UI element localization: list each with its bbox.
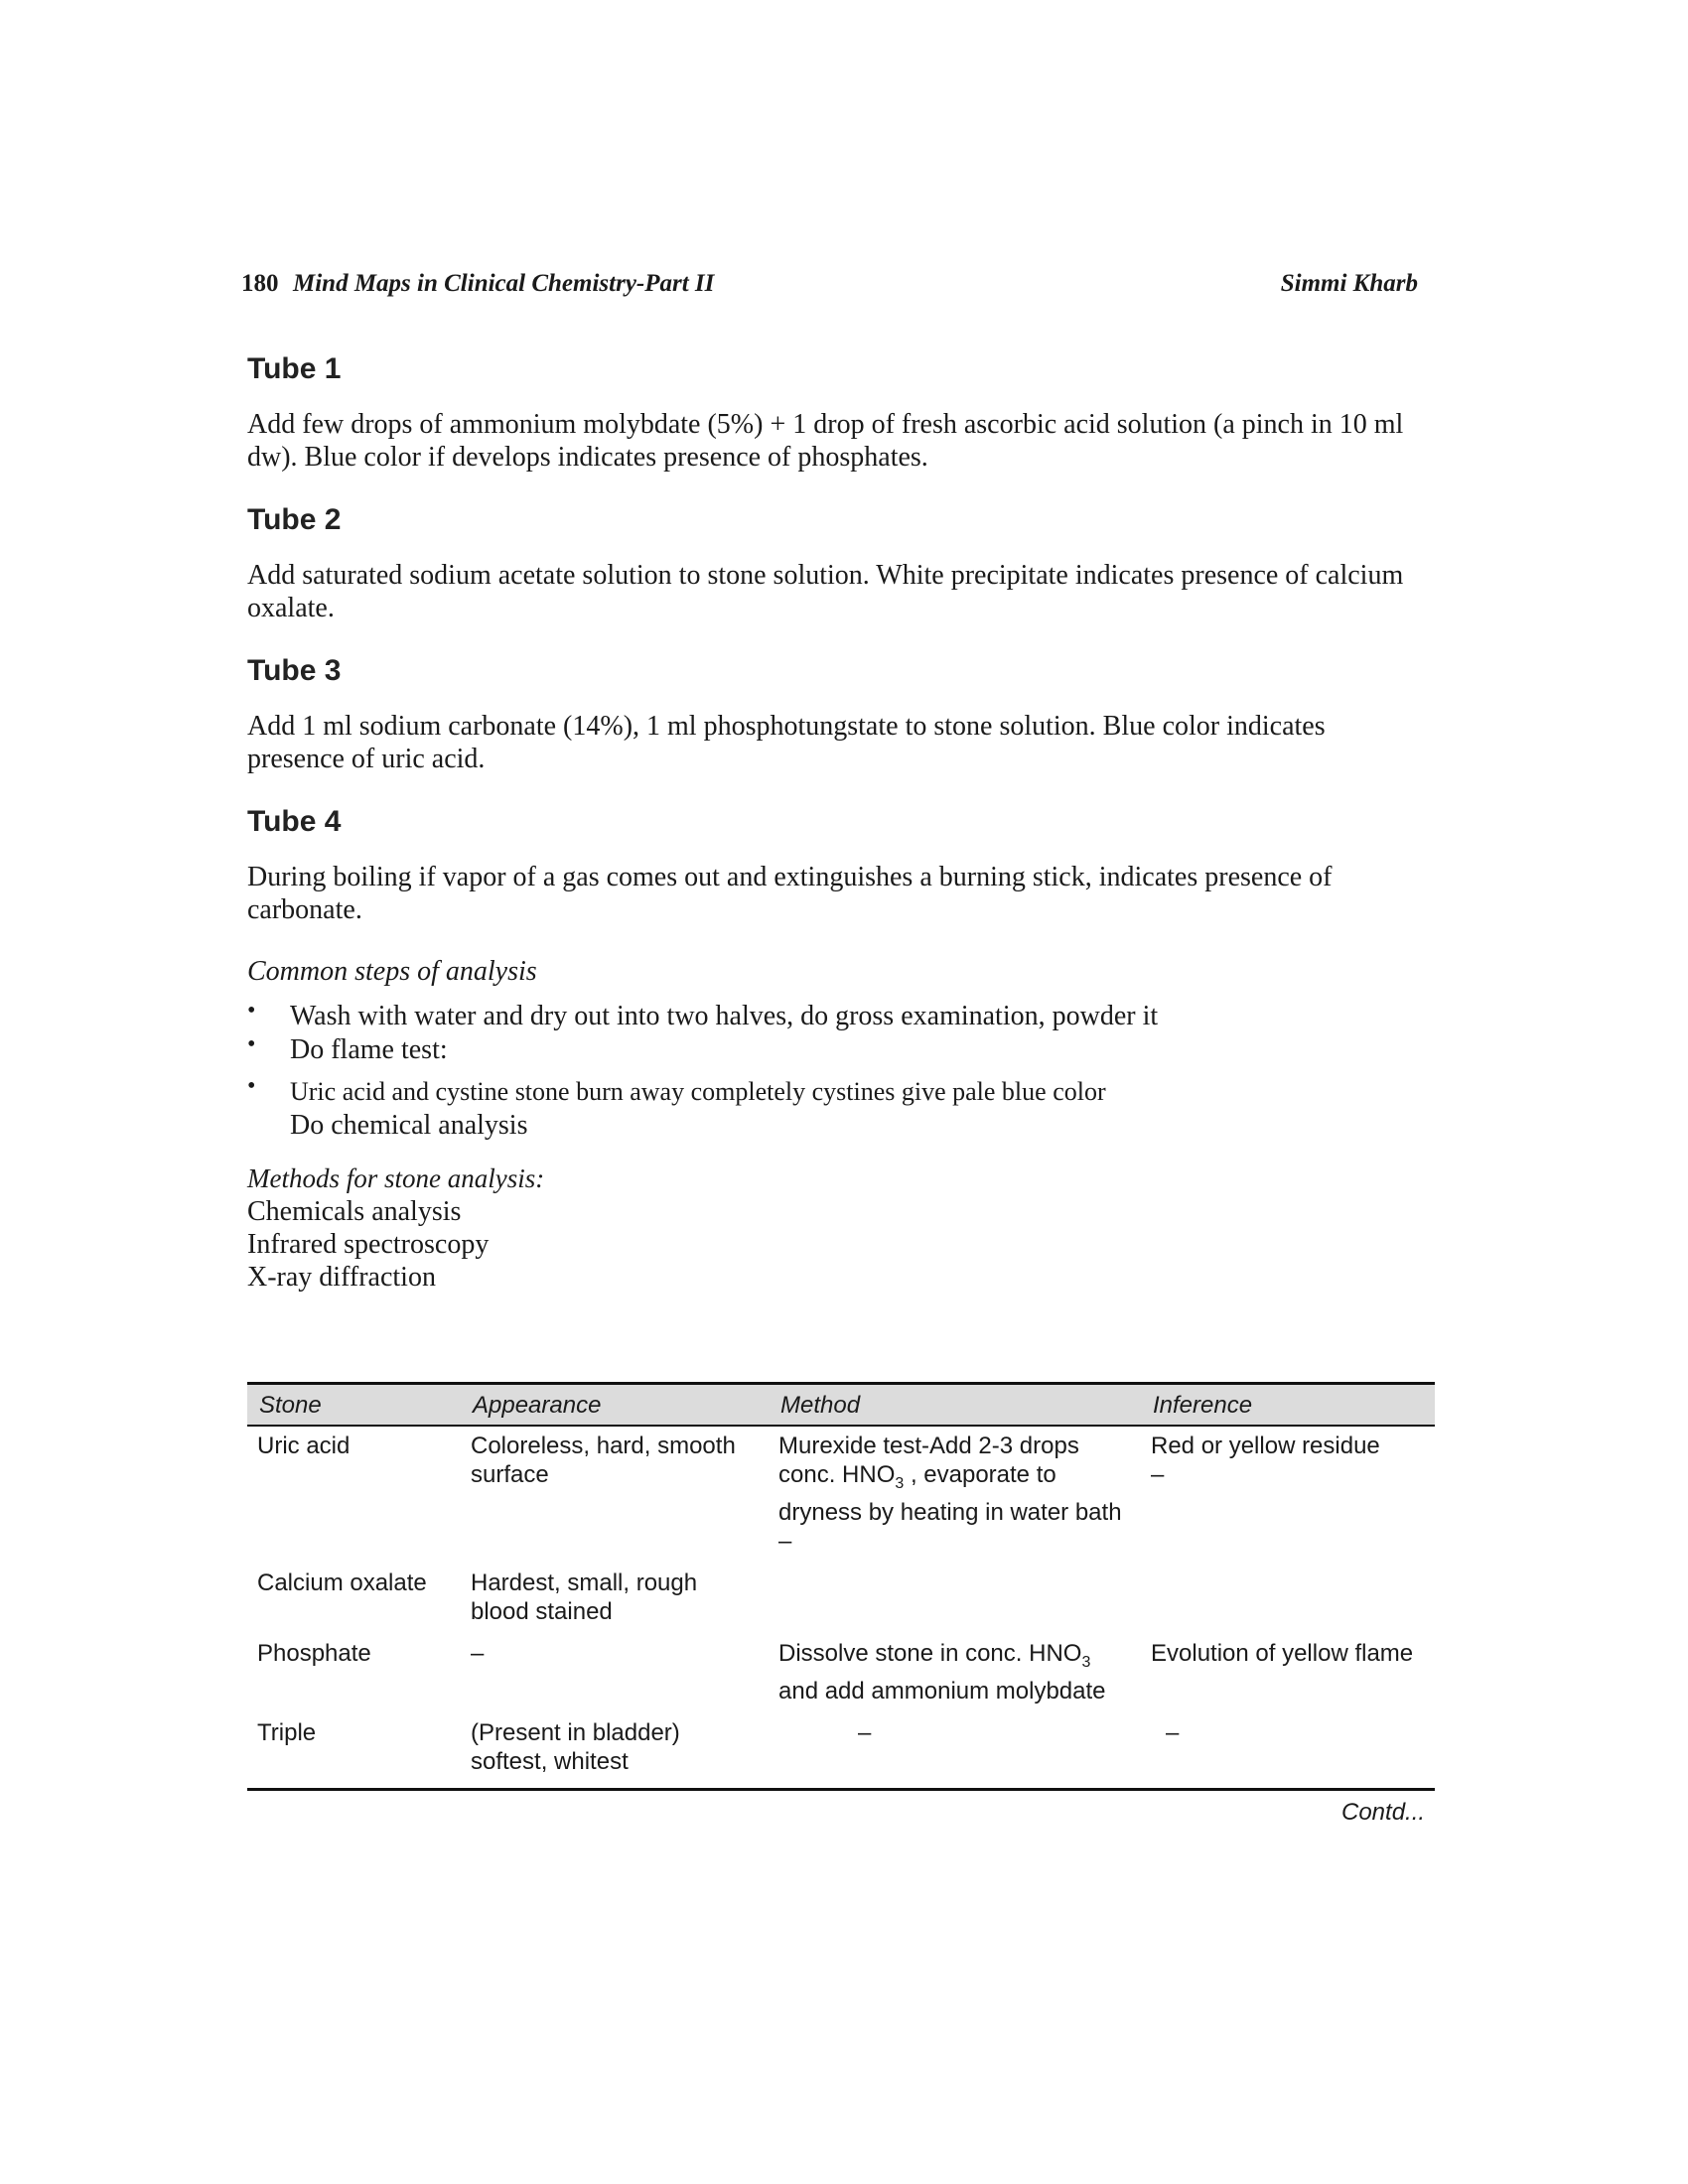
bullet-icon: •: [247, 1031, 256, 1057]
column-header: Stone: [247, 1384, 461, 1427]
page-content: [247, 352, 1419, 1294]
stone-cell: Triple: [247, 1713, 461, 1790]
table-row: [247, 1713, 1435, 1790]
method-cell: –: [769, 1713, 1141, 1790]
dash-mark: –: [778, 1527, 792, 1555]
stone-cell: Phosphate: [257, 1639, 371, 1667]
column-header: Inference: [1141, 1384, 1435, 1427]
author-name: Simmi Kharb: [1280, 270, 1418, 297]
list-item-text: Do flame test:: [290, 1034, 448, 1065]
book-title: Mind Maps in Clinical Chemistry-Part II: [293, 270, 715, 297]
tube-4-section: [247, 805, 1419, 926]
method-item: Infrared spectroscopy: [247, 1229, 490, 1260]
stone-cell: Uric acid: [257, 1433, 351, 1459]
column-header: Method: [769, 1384, 1141, 1427]
list-item: [247, 1075, 1419, 1109]
dash-mark: –: [1151, 1461, 1165, 1488]
inference-cell: –: [1141, 1713, 1435, 1790]
tube-text: During boiling if vapor of a gas comes out and extinguishes a burning stick, indicates presence of carbonate.: [247, 862, 1333, 925]
stone-analysis-table: [247, 1382, 1435, 1791]
list-item-text: Wash with water and dry out into two halves, do gross examination, powder it: [290, 1001, 1159, 1031]
tube-text: Add saturated sodium acetate solution to stone solution. White precipitate indicates presence of calcium oxalate.: [247, 560, 1404, 623]
inference-cell: [1141, 1564, 1435, 1634]
method-text: , evaporate to dryness by heating in water bath: [778, 1461, 1122, 1526]
continued-note: Contd...: [1341, 1798, 1426, 1826]
methods-title: Methods for stone analysis:: [247, 1163, 545, 1193]
tube-3-section: [247, 654, 1419, 775]
method-item: Chemicals analysis: [247, 1196, 462, 1227]
table-header-row: [247, 1384, 1435, 1427]
method-cell: [769, 1564, 1141, 1634]
table-row: [247, 1634, 1435, 1713]
method-item: X-ray diffraction: [247, 1262, 436, 1293]
method-text: and add ammonium molybdate: [778, 1677, 1106, 1705]
page-number: 180: [241, 270, 279, 297]
bullet-icon: •: [247, 998, 256, 1024]
tube-text: Add few drops of ammonium molybdate (5%) + 1 drop of fresh ascorbic acid solution (a pinch in 10 ml dw). Blue color if develops indicates presence of phosphates.: [247, 409, 1404, 473]
tube-heading: Tube 4: [247, 805, 342, 838]
method-text: Dissolve stone in conc. HNO: [778, 1639, 1082, 1667]
inference-cell: [1141, 1426, 1435, 1564]
method-text: Murexide test-Add 2-3 drops conc. HNO: [778, 1433, 1079, 1488]
inference-text: Red or yellow residue: [1151, 1433, 1380, 1459]
method-cell: [769, 1426, 1141, 1564]
steps-continuation: Do chemical analysis: [290, 1110, 528, 1141]
appearance-cell: Coloreless, hard, smooth surface: [471, 1433, 736, 1488]
bullet-icon: •: [247, 1073, 256, 1099]
tube-heading: Tube 1: [247, 352, 342, 385]
inference-cell: Evolution of yellow flame: [1151, 1639, 1414, 1667]
tube-2-section: [247, 503, 1419, 624]
tube-heading: Tube 2: [247, 503, 342, 536]
tube-1-section: [247, 352, 1419, 474]
method-cell: [769, 1634, 1141, 1713]
list-item: [247, 1033, 1419, 1067]
tube-heading: Tube 3: [247, 654, 342, 687]
list-item: [247, 1000, 1419, 1033]
appearance-cell: –: [471, 1639, 485, 1667]
table-row: [247, 1564, 1435, 1634]
stone-cell: Calcium oxalate: [257, 1569, 427, 1596]
subscript: 3: [1081, 1653, 1091, 1671]
appearance-cell: (Present in bladder) softest, whitest: [461, 1713, 769, 1790]
common-steps-list: [247, 1000, 1419, 1109]
subscript: 3: [895, 1474, 905, 1492]
page-header: [241, 270, 1418, 310]
table-row: [247, 1426, 1435, 1564]
common-steps-title: Common steps of analysis: [247, 956, 537, 987]
column-header: Appearance: [461, 1384, 769, 1427]
list-item-text: Uric acid and cystine stone burn away completely cystines give pale blue color: [290, 1077, 1106, 1106]
tube-text: Add 1 ml sodium carbonate (14%), 1 ml phosphotungstate to stone solution. Blue color indicates presence of uric acid.: [247, 711, 1326, 774]
appearance-cell: Hardest, small, rough blood stained: [471, 1569, 698, 1625]
